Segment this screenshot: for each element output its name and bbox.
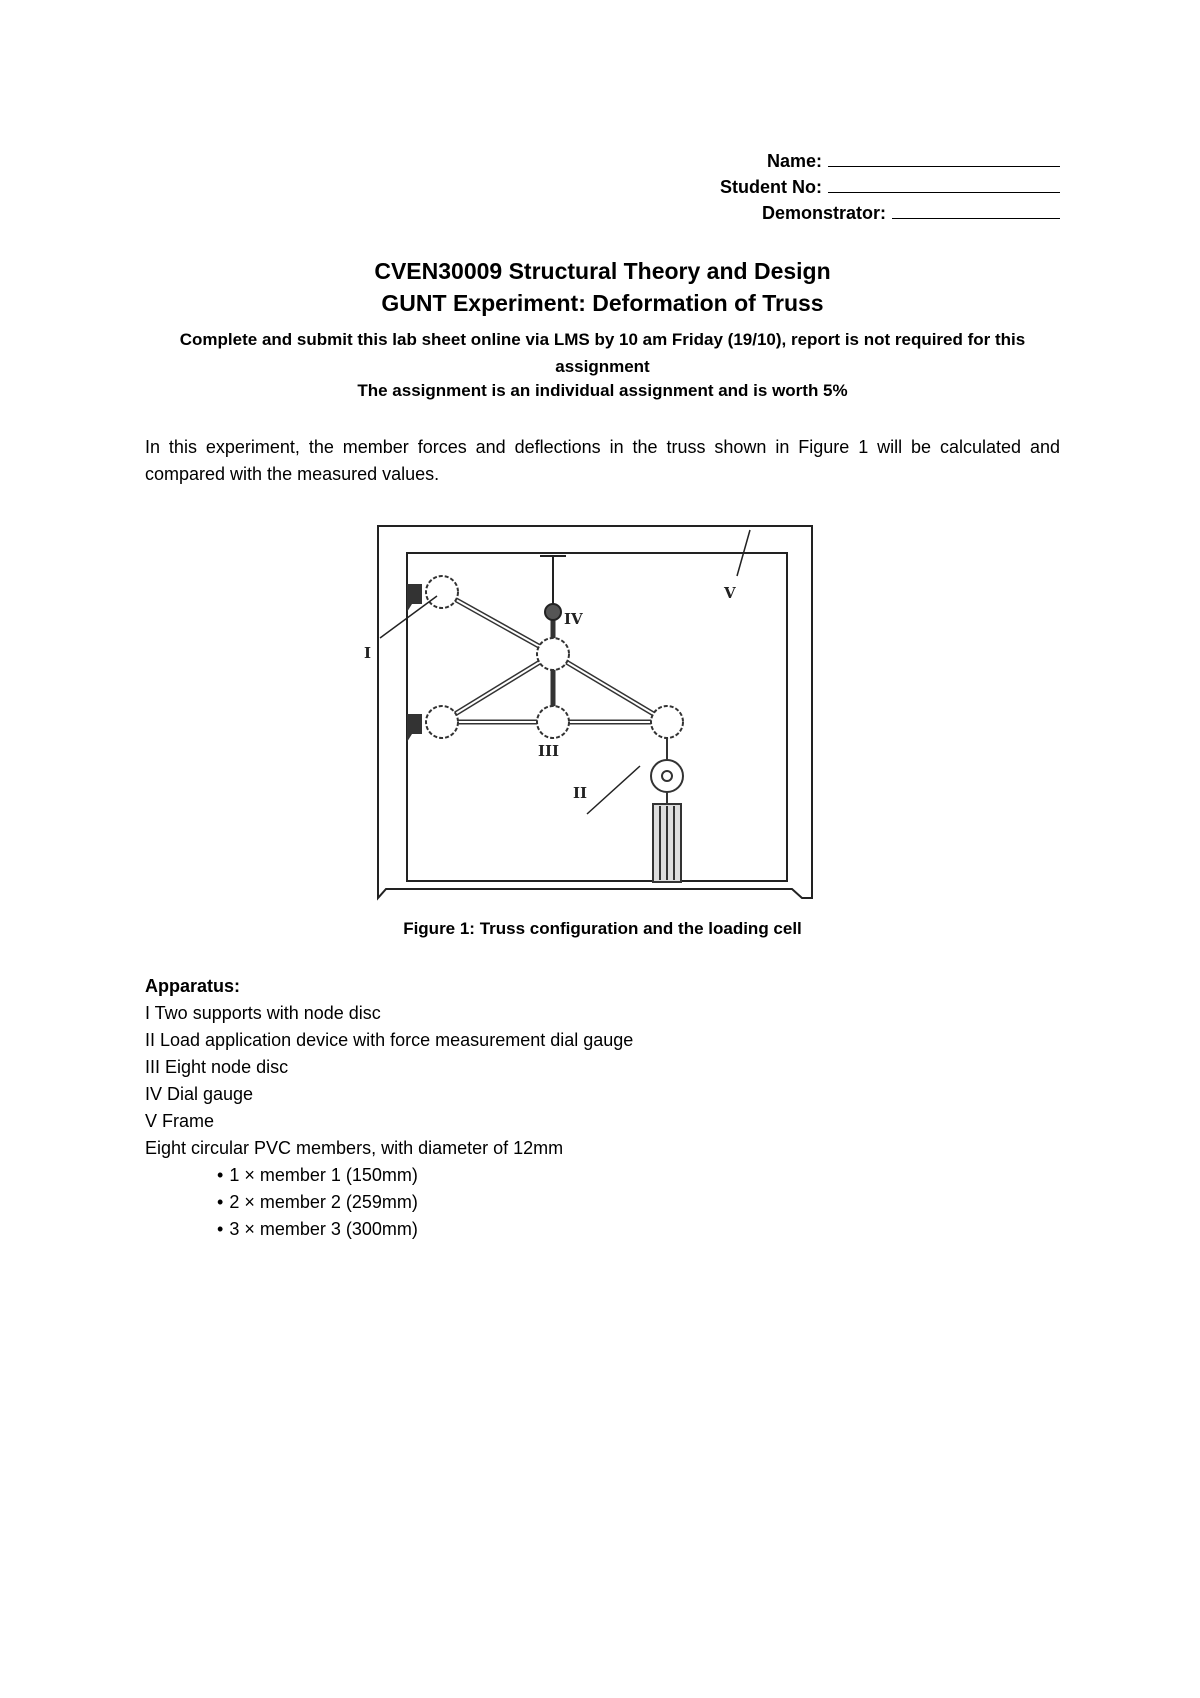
apparatus-item: III Eight node disc	[145, 1057, 289, 1077]
member-list-item: • 3 × member 3 (300mm)	[217, 1216, 1060, 1243]
label-iii: III	[538, 742, 560, 760]
intro-paragraph: In this experiment, the member forces and deflections in the truss shown in Figure 1 will be calculated and compared with the measured values.	[145, 437, 1060, 484]
label-i: I	[364, 644, 372, 662]
experiment-title: GUNT Experiment: Deformation of Truss	[381, 290, 824, 316]
student-info-fields	[660, 148, 1060, 226]
label-v: V	[724, 584, 736, 602]
member-list-item: • 2 × member 2 (259mm)	[217, 1189, 1060, 1216]
label-iv: IV	[564, 610, 583, 628]
load-device-ii	[651, 738, 683, 882]
demonstrator-blank-line	[892, 200, 1060, 219]
demonstrator-label: Demonstrator:	[761, 203, 886, 223]
student-no-label: Student No:	[720, 177, 822, 197]
apparatus-item: IV Dial gauge	[145, 1084, 254, 1104]
apparatus-item: I Two supports with node disc	[145, 1003, 381, 1023]
figure-caption: Figure 1: Truss configuration and the loading cell	[403, 919, 802, 938]
student-no-field-row	[660, 174, 1060, 200]
name-field-row	[660, 148, 1060, 174]
label-ii: II	[573, 784, 588, 802]
apparatus-item: Eight circular PVC members, with diameter of 12mm	[145, 1138, 564, 1158]
node-discs	[426, 576, 683, 738]
submission-instructions: Complete and submit this lab sheet online via LMS by 10 am Friday (19/10), report is not required for this assignment	[179, 330, 1026, 376]
student-no-blank-line	[828, 174, 1060, 193]
apparatus-item: II Load application device with force measurement dial gauge	[145, 1030, 634, 1050]
member-list	[145, 1162, 1060, 1243]
member-list-item: • 1 × member 1 (150mm)	[217, 1162, 1060, 1189]
supports	[407, 584, 422, 742]
truss-figure	[340, 516, 820, 906]
dial-gauge-iv	[540, 556, 566, 620]
apparatus-section	[145, 973, 1060, 1243]
apparatus-heading: Apparatus:	[145, 976, 241, 996]
support-bottom	[407, 714, 422, 742]
course-title: CVEN30009 Structural Theory and Design	[374, 258, 831, 284]
assessment-note: The assignment is an individual assignment and is worth 5%	[357, 381, 848, 400]
name-blank-line	[828, 148, 1060, 167]
name-label: Name:	[766, 151, 822, 171]
demonstrator-field-row	[660, 200, 1060, 226]
apparatus-item: V Frame	[145, 1111, 215, 1131]
